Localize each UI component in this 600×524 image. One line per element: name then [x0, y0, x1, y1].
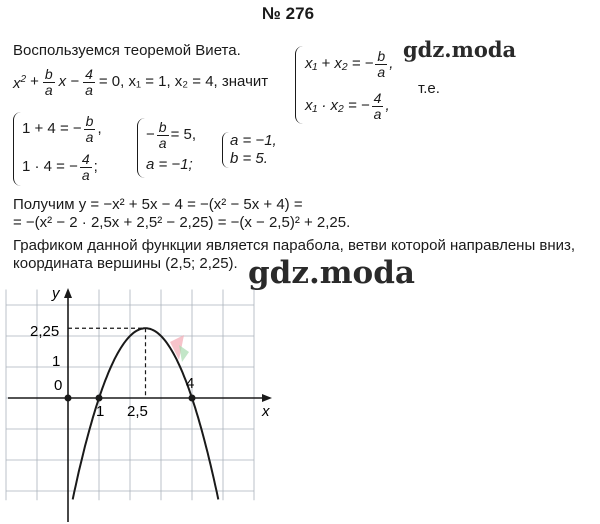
x-tick-1: 1	[96, 403, 105, 420]
graph-grid	[6, 290, 254, 501]
system1-row1: 1 + 4 = − $\frac{b}{a}$ ,	[22, 112, 102, 145]
x-axis-label: x	[262, 403, 270, 420]
y-axis-label: y	[52, 285, 60, 302]
watermark-middle: gdz.moda	[248, 255, 415, 291]
y-tick-2-25: 2,25	[30, 323, 60, 340]
system1-row2: 1 · 4 = − $\frac{4}{a}$ ;	[22, 150, 98, 183]
system2-row1: − $\frac{b}{a}$ = 5,	[146, 118, 196, 151]
origin-point	[65, 395, 72, 402]
quadratic-equation: $x^2$ + $\frac{b}{a}$ x − $\frac{4}{a}$ = 0, x₁ = 1, x₂ = 4, значит	[13, 65, 269, 98]
vieta-product: x₁ · x₂ = − $\frac{4}{a}$ ,	[305, 89, 390, 122]
intro-line: Воспользуемся теоремой Виета.	[13, 42, 241, 59]
y-axis-arrow	[64, 288, 72, 298]
graph-description-2: координата вершины (2,5; 2,25).	[13, 255, 238, 272]
system2-row2: a = −1;	[146, 156, 193, 173]
x-axis-arrow	[262, 394, 272, 402]
result-line-2: = −(x² − 2 · 2,5x + 2,5² − 2,25) = −(x − 2,5)² + 2,25.	[13, 214, 351, 231]
problem-number: № 276	[262, 4, 315, 23]
y-tick-1: 1	[52, 353, 61, 370]
accent-mark-green	[179, 345, 189, 362]
result-line-1: Получим y = −x² + 5x − 4 = −(x² − 5x + 4) =	[13, 196, 303, 213]
x-tick-2-5: 2,5	[127, 403, 148, 420]
graph-description-1: Графиком данной функции является парабола, ветви которой направлены вниз,	[13, 237, 576, 254]
root-point-4	[189, 395, 196, 402]
root-point-1	[96, 395, 103, 402]
system3-row1: a = −1,	[230, 132, 277, 149]
vieta-sum: x₁ + x₂ = − $\frac{b}{a}$ ,	[305, 47, 394, 80]
te-label: т.е.	[418, 80, 440, 97]
origin-label: 0	[54, 377, 63, 394]
system3-row2: b = 5.	[230, 150, 268, 167]
x-tick-4: 4	[186, 375, 195, 392]
watermark-top: gdz.moda	[403, 37, 517, 62]
